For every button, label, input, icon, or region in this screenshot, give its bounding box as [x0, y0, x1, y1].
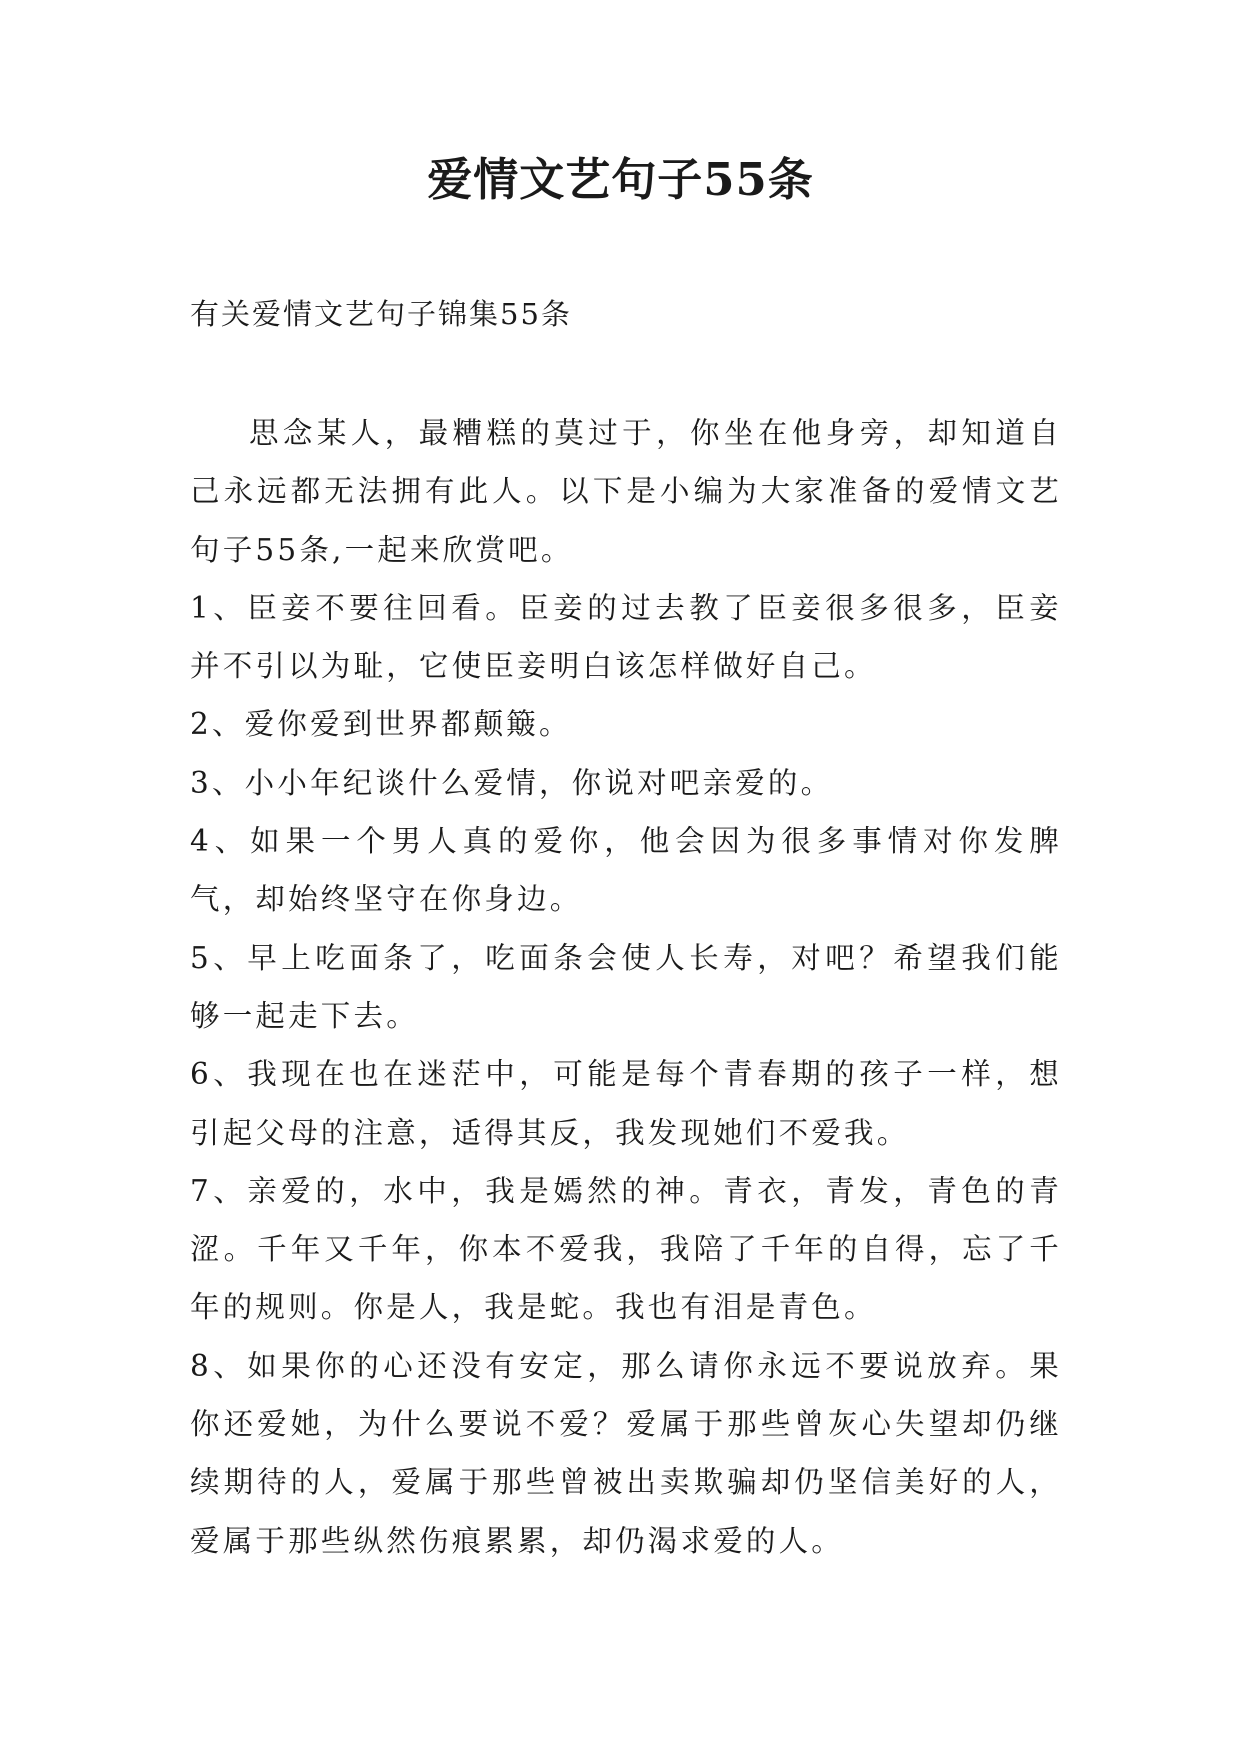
list-item: 7、亲爱的，水中，我是嫣然的神。青衣，青发，青色的青涩。千年又千年，你本不爱我，我陪了千年的自得，忘了千年的规则。你是人，我是蛇。我也有泪是青色。 [190, 1173, 1062, 1325]
list-item: 2、爱你爱到世界都颠簸。 [190, 707, 572, 742]
intro-paragraph: 思念某人，最糟糕的莫过于，你坐在他身旁，却知道自己永远都无法拥有此人。以下是小编为大家准备的爱情文艺句子55条,一起来欣赏吧。 [190, 416, 1062, 567]
list-item: 3、小小年纪谈什么爱情，你说对吧亲爱的。 [190, 765, 834, 800]
list-item: 5、早上吃面条了，吃面条会使人长寿，对吧？希望我们能够一起走下去。 [190, 940, 1062, 1033]
document-body [190, 404, 1062, 1570]
document-subtitle: 有关爱情文艺句子锦集55条 [190, 297, 572, 331]
list-item: 6、我现在也在迷茫中，可能是每个青春期的孩子一样，想引起父母的注意，适得其反，我发现她们不爱我。 [190, 1057, 1062, 1150]
list-item: 8、如果你的心还没有安定，那么请你永远不要说放弃。果你还爱她，为什么要说不爱？爱属于那些曾灰心失望却仍继续期待的人，爱属于那些曾被出卖欺骗却仍坚信美好的人，爱属于那些纵然伤痕累累，却仍渴求爱的人。 [190, 1348, 1062, 1558]
list-item: 1、臣妾不要往回看。臣妾的过去教了臣妾很多很多，臣妾并不引以为耻，它使臣妾明白该怎样做好自己。 [190, 590, 1062, 684]
document-title: 爱情文艺句子55条 [427, 153, 814, 206]
list-item: 4、如果一个男人真的爱你，他会因为很多事情对你发脾气，却始终坚守在你身边。 [190, 824, 1062, 917]
